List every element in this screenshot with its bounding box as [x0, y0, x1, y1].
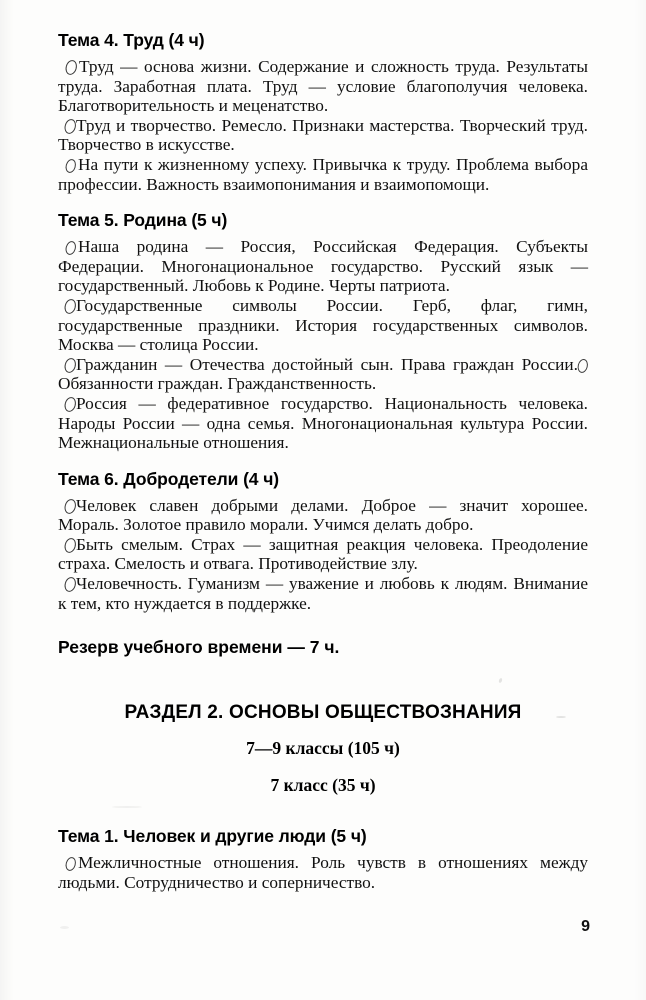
paragraph	[58, 155, 588, 194]
heading-tema-4: Тема 4. Труд (4 ч)	[58, 30, 205, 50]
reserve-time-line: Резерв учебного времени — 7 ч.	[58, 637, 340, 658]
paragraph	[58, 496, 588, 535]
section-spacer	[58, 453, 588, 469]
oval-bullet-icon	[64, 240, 77, 256]
section-spacer	[58, 796, 588, 826]
paragraph-text: Наша родина — Россия, Российская Федерация. Субъекты Федерации. Многонациональное государство. Русский язык — государственный. Любовь к Родине. Черты патриота.	[58, 237, 588, 296]
paragraph	[58, 355, 588, 394]
grades-range-line: 7—9 классы (105 ч)	[246, 738, 400, 759]
paragraph-text: Гражданин — Отечества достойный сын. Права граждан России.	[76, 354, 578, 374]
paragraph-text: Государственные символы России. Герб, флаг, гимн, государственные праздники. История государственных символов. Москва — столица России.	[58, 295, 588, 355]
section-spacer	[58, 724, 588, 738]
paragraph-text: Человек славен добрыми делами. Доброе — значит хорошее. Мораль. Золотое правило морали. Учимся делать добро.	[58, 495, 588, 535]
paragraph-text: Труд и творчество. Ремесло. Признаки мастерства. Творческий труд. Творчество в искусстве.	[58, 115, 588, 155]
scan-speck	[60, 926, 69, 929]
page-content	[58, 30, 588, 892]
oval-bullet-icon	[576, 358, 589, 374]
paragraph	[58, 116, 588, 155]
paragraph-text: Россия — федеративное государство. Национальность человека. Народы России — одна семья. Многонациональная культура России. Межнациональные отношения.	[58, 393, 588, 453]
oval-bullet-icon	[64, 856, 77, 872]
heading-tema-1: Тема 1. Человек и другие люди (5 ч)	[58, 826, 367, 847]
paragraph	[58, 296, 588, 355]
page-number: 9	[581, 918, 590, 935]
paragraph-text: На пути к жизненному успеху. Привычка к труду. Проблема выбора профессии. Важность взаимопонимания и взаимопомощи.	[58, 154, 588, 194]
heading-tema-5: Тема 5. Родина (5 ч)	[58, 210, 228, 231]
section-spacer	[58, 613, 588, 637]
paragraph	[58, 574, 588, 613]
oval-bullet-icon	[64, 158, 77, 174]
oval-bullet-icon	[64, 59, 79, 76]
section-spacer	[58, 759, 588, 775]
paragraph-text: Межличностные отношения. Роль чувств в отношениях между людьми. Сотрудничество и соперничество.	[58, 853, 588, 892]
heading-tema-6: Тема 6. Добродетели (4 ч)	[58, 468, 279, 489]
section-spacer	[58, 194, 588, 210]
paragraph-text: Человечность. Гуманизм — уважение и любовь к людям. Внимание к тем, кто нуждается в поддержке.	[58, 574, 588, 613]
paragraph-text: Быть смелым. Страх — защитная реакция человека. Преодоление страха. Смелость и отвага. Противодействие злу.	[58, 534, 588, 574]
grade-current-line: 7 класс (35 ч)	[270, 775, 376, 796]
paragraph	[58, 394, 588, 453]
section-spacer	[58, 657, 588, 701]
paragraph-text: Обязанности граждан. Гражданственность.	[58, 374, 377, 394]
paragraph-text: Труд — основа жизни. Содержание и сложность труда. Результаты труда. Заработная плата. Труд — условие благополучия человека. Благотворительность и меценатство.	[58, 57, 588, 116]
division-title: РАЗДЕЛ 2. ОСНОВЫ ОБЩЕСТВОЗНАНИЯ	[124, 702, 522, 724]
paragraph	[58, 535, 588, 574]
paragraph	[58, 853, 588, 892]
paragraph	[58, 237, 588, 296]
paragraph	[58, 57, 588, 116]
